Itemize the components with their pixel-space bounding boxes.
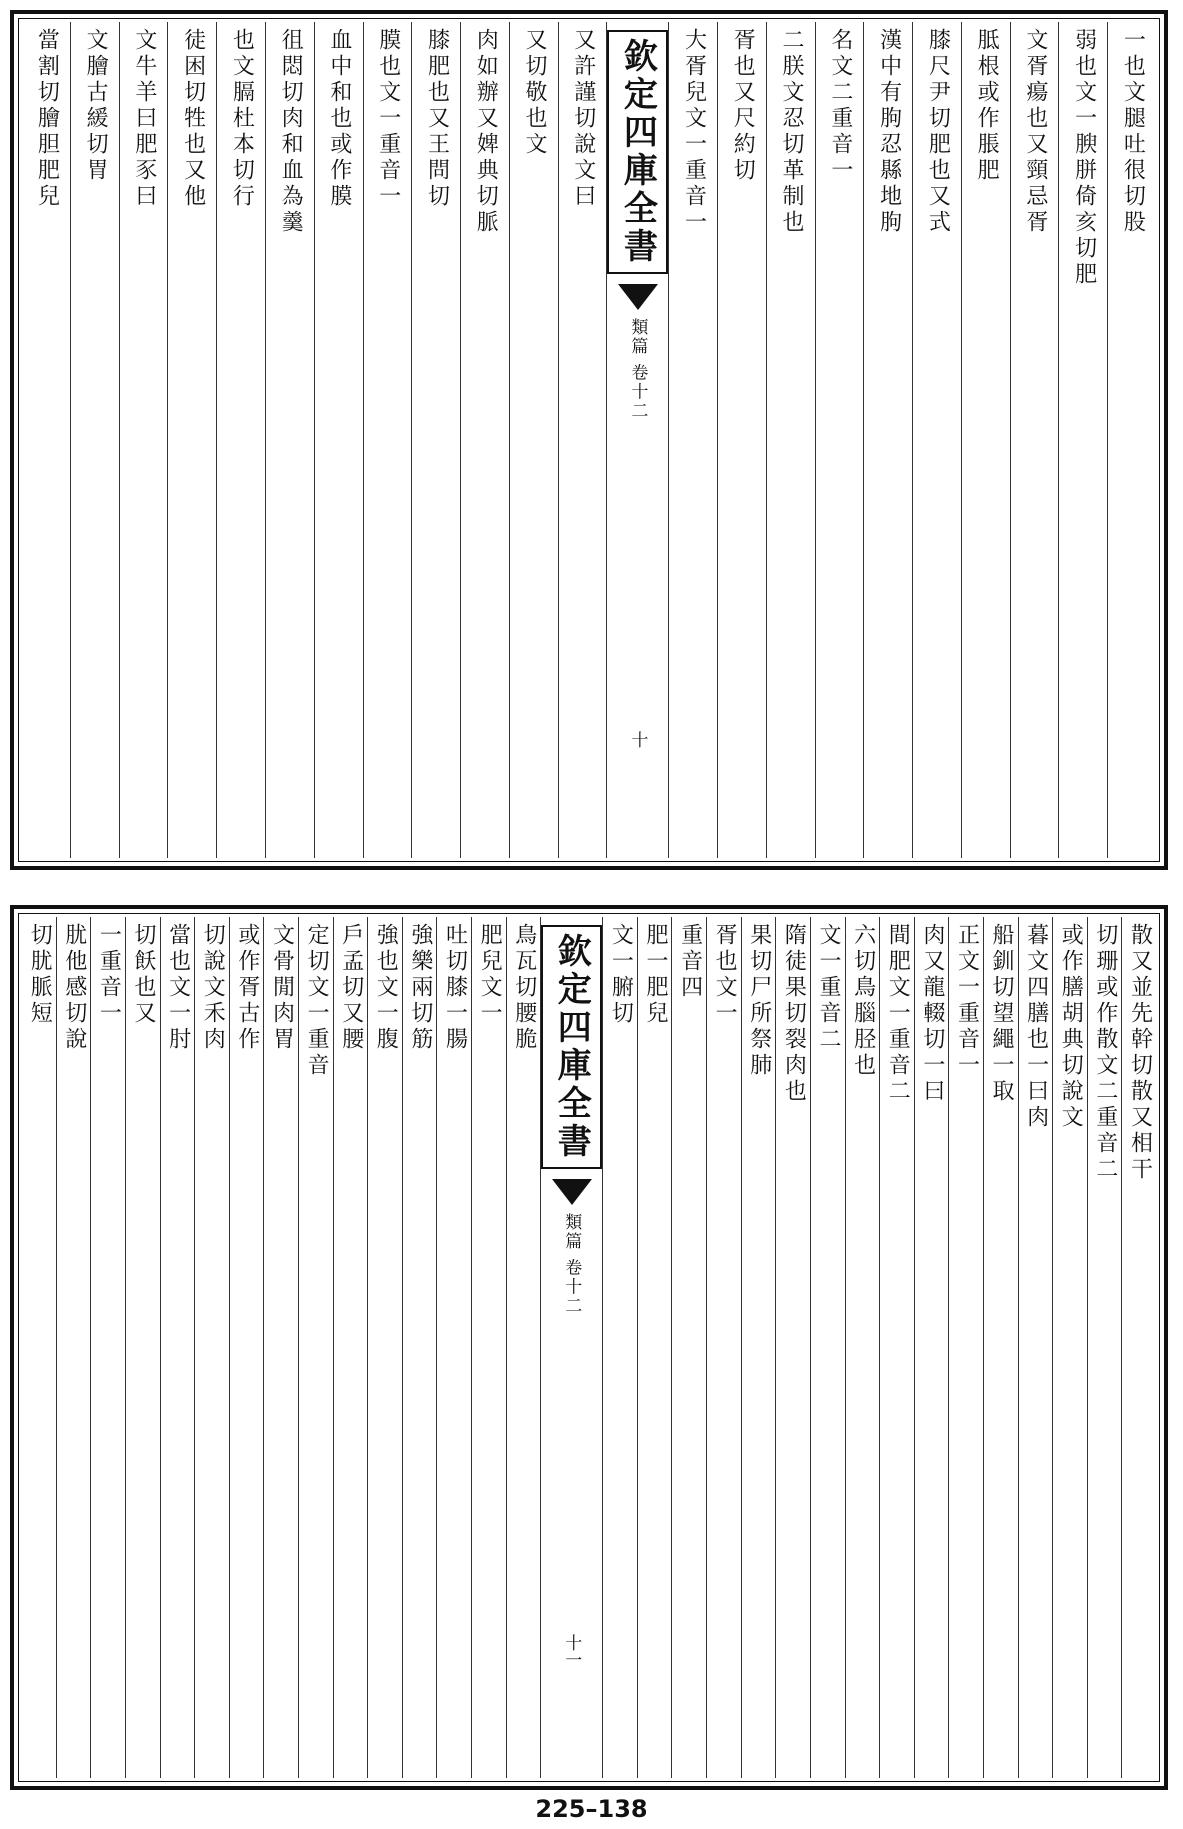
text-column: 肥一肥兒 <box>637 917 672 1778</box>
text-column: 散又並先幹切散又相干 <box>1121 917 1156 1778</box>
text-column: 徂悶切肉和血為羹 <box>265 22 314 858</box>
page-number-footer: 225–138 <box>535 1795 648 1823</box>
text-column: 一也文腿吐很切股 <box>1107 22 1156 858</box>
text-column: 二朕文忍切革制也 <box>766 22 815 858</box>
text-column: 吐切膝一腸 <box>436 917 471 1778</box>
text-column: 切飫也又 <box>125 917 160 1778</box>
text-column: 膝尺尹切肥也又式 <box>912 22 961 858</box>
text-column: 切說文禾肉 <box>194 917 229 1778</box>
text-column: 強樂兩切筋 <box>402 917 437 1778</box>
text-column: 隋徒果切裂肉也 <box>775 917 810 1778</box>
text-column: 弱也文一腴胼倚亥切肥 <box>1058 22 1107 858</box>
volume-label: 類篇 卷十二 <box>627 318 648 421</box>
text-column: 膝肥也又王問切 <box>411 22 460 858</box>
text-column: 切肬脈短 <box>27 923 53 1027</box>
text-column: 或作膳胡典切說文 <box>1052 917 1087 1778</box>
text-column: 文胥瘍也又頸忌胥 <box>1010 22 1059 858</box>
book-title: 欽定四庫全書 <box>607 30 668 274</box>
fish-tail-mark-icon <box>618 284 658 310</box>
text-column: 文膾古緩切胃 <box>70 22 119 858</box>
text-column: 胥也又尺約切 <box>717 22 766 858</box>
text-column: 肬他感切說 <box>56 917 91 1778</box>
volume-label: 類篇 卷十二 <box>561 1213 582 1316</box>
text-column: 鳥瓦切腰脆 <box>506 917 541 1778</box>
text-column: 漢中有朐忍縣地朐 <box>863 22 912 858</box>
text-column: 又許謹切說文曰 <box>558 22 607 858</box>
text-column: 或作胥古作 <box>229 917 264 1778</box>
lower-column-grid <box>22 917 1156 1778</box>
text-column: 重音四 <box>671 917 706 1778</box>
text-column: 切珊或作散文二重音二 <box>1087 917 1122 1778</box>
text-column: 文骨閒肉胃 <box>263 917 298 1778</box>
lower-page-frame <box>10 905 1168 1790</box>
text-column: 正文一重音一 <box>948 917 983 1778</box>
center-fold-column <box>540 917 602 1778</box>
text-column: 一重音一 <box>90 917 125 1778</box>
text-column: 肥兒文一 <box>471 917 506 1778</box>
fish-tail-mark-icon <box>552 1179 592 1205</box>
upper-page-frame <box>10 10 1168 870</box>
upper-column-grid <box>22 22 1156 858</box>
text-column: 胥也文一 <box>706 917 741 1778</box>
text-column: 肉如辦又婢典切脈 <box>460 22 509 858</box>
text-column: 強也文一腹 <box>367 917 402 1778</box>
text-column: 戶孟切又腰 <box>333 917 368 1778</box>
text-column: 文一重音二 <box>810 917 845 1778</box>
text-column: 六切鳥腦胫也 <box>845 917 880 1778</box>
text-column: 定切文一重音 <box>298 917 333 1778</box>
book-title: 欽定四庫全書 <box>541 925 602 1169</box>
text-column: 果切尸所祭肺 <box>741 917 776 1778</box>
text-column: 文牛羊曰肥豕曰 <box>119 22 168 858</box>
text-column: 當割切膾胆肥兒 <box>34 28 60 210</box>
text-column: 間肥文一重音二 <box>879 917 914 1778</box>
text-column: 又切敬也文 <box>509 22 558 858</box>
text-column: 胝根或作脹肥 <box>961 22 1010 858</box>
text-column: 名文二重音一 <box>815 22 864 858</box>
text-column: 船釧切望繩一取 <box>983 917 1018 1778</box>
text-column: 徒困切牲也又他 <box>167 22 216 858</box>
leaf-number: 十一 <box>561 1634 582 1668</box>
center-fold-column <box>606 22 668 858</box>
text-column: 大胥兒文一重音一 <box>668 22 717 858</box>
text-column: 當也文一肘 <box>160 917 195 1778</box>
leaf-number: 十 <box>627 731 648 748</box>
text-column: 也文膈杜本切行 <box>216 22 265 858</box>
text-column: 文一腑切 <box>602 917 637 1778</box>
text-column: 肉又龍輟切一曰 <box>914 917 949 1778</box>
text-column: 暮文四膳也一曰肉 <box>1018 917 1053 1778</box>
text-column: 膜也文一重音一 <box>363 22 412 858</box>
text-column: 血中和也或作膜 <box>314 22 363 858</box>
